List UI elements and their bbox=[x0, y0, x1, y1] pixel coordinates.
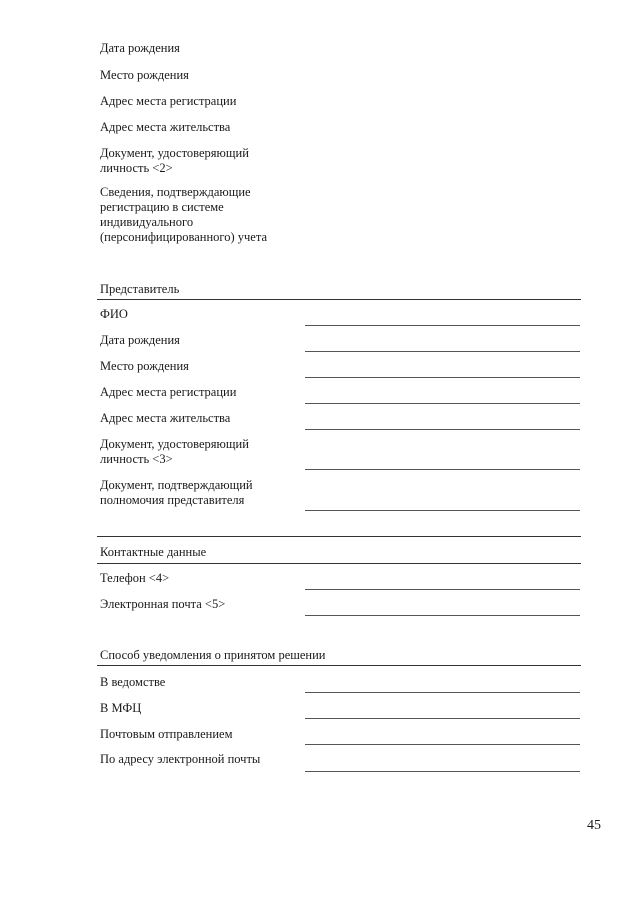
personal-account-info-label: Сведения, подтверждающие регистрацию в системе индивидуального (персонифицированного) учета bbox=[100, 185, 268, 244]
rep-authority-document-label: Документ, подтверждающий полномочия представителя bbox=[100, 478, 253, 507]
notify-by-post-label: Почтовым отправлением bbox=[100, 727, 233, 741]
rep-authority-document-field[interactable] bbox=[305, 510, 580, 511]
notify-by-email-label: По адресу электронной почты bbox=[100, 752, 261, 766]
section-divider bbox=[97, 563, 581, 564]
email-field[interactable] bbox=[305, 615, 580, 616]
notify-in-agency-field[interactable] bbox=[305, 692, 580, 693]
page-number: 45 bbox=[587, 818, 601, 833]
notify-by-post-field[interactable] bbox=[305, 744, 580, 745]
notify-in-agency-label: В ведомстве bbox=[100, 675, 166, 689]
rep-full-name-label: ФИО bbox=[100, 307, 128, 321]
rep-birth-place-label: Место рождения bbox=[100, 359, 189, 373]
birth-date-label: Дата рождения bbox=[100, 41, 180, 55]
rep-full-name-field[interactable] bbox=[305, 325, 580, 326]
rep-birth-date-label: Дата рождения bbox=[100, 333, 180, 347]
section-divider bbox=[97, 536, 581, 537]
notify-by-email-field[interactable] bbox=[305, 771, 580, 772]
section-divider bbox=[97, 299, 581, 300]
notify-in-mfc-field[interactable] bbox=[305, 718, 580, 719]
email-label: Электронная почта <5> bbox=[100, 597, 226, 611]
rep-identity-document-field[interactable] bbox=[305, 469, 580, 470]
phone-label: Телефон <4> bbox=[100, 571, 170, 585]
section-divider bbox=[97, 665, 581, 666]
phone-field[interactable] bbox=[305, 589, 580, 590]
rep-birth-date-field[interactable] bbox=[305, 351, 580, 352]
residence-address-label: Адрес места жительства bbox=[100, 120, 231, 134]
registration-address-label: Адрес места регистрации bbox=[100, 94, 237, 108]
identity-document-label: Документ, удостоверяющий личность <2> bbox=[100, 146, 249, 175]
rep-registration-address-label: Адрес места регистрации bbox=[100, 385, 237, 399]
rep-residence-address-label: Адрес места жительства bbox=[100, 411, 231, 425]
rep-registration-address-field[interactable] bbox=[305, 403, 580, 404]
rep-residence-address-field[interactable] bbox=[305, 429, 580, 430]
contacts-heading: Контактные данные bbox=[100, 545, 207, 559]
notify-in-mfc-label: В МФЦ bbox=[100, 701, 142, 715]
birth-place-label: Место рождения bbox=[100, 68, 189, 82]
representative-heading: Представитель bbox=[100, 282, 180, 296]
notification-heading: Способ уведомления о принятом решении bbox=[100, 648, 326, 662]
rep-birth-place-field[interactable] bbox=[305, 377, 580, 378]
rep-identity-document-label: Документ, удостоверяющий личность <3> bbox=[100, 437, 249, 466]
